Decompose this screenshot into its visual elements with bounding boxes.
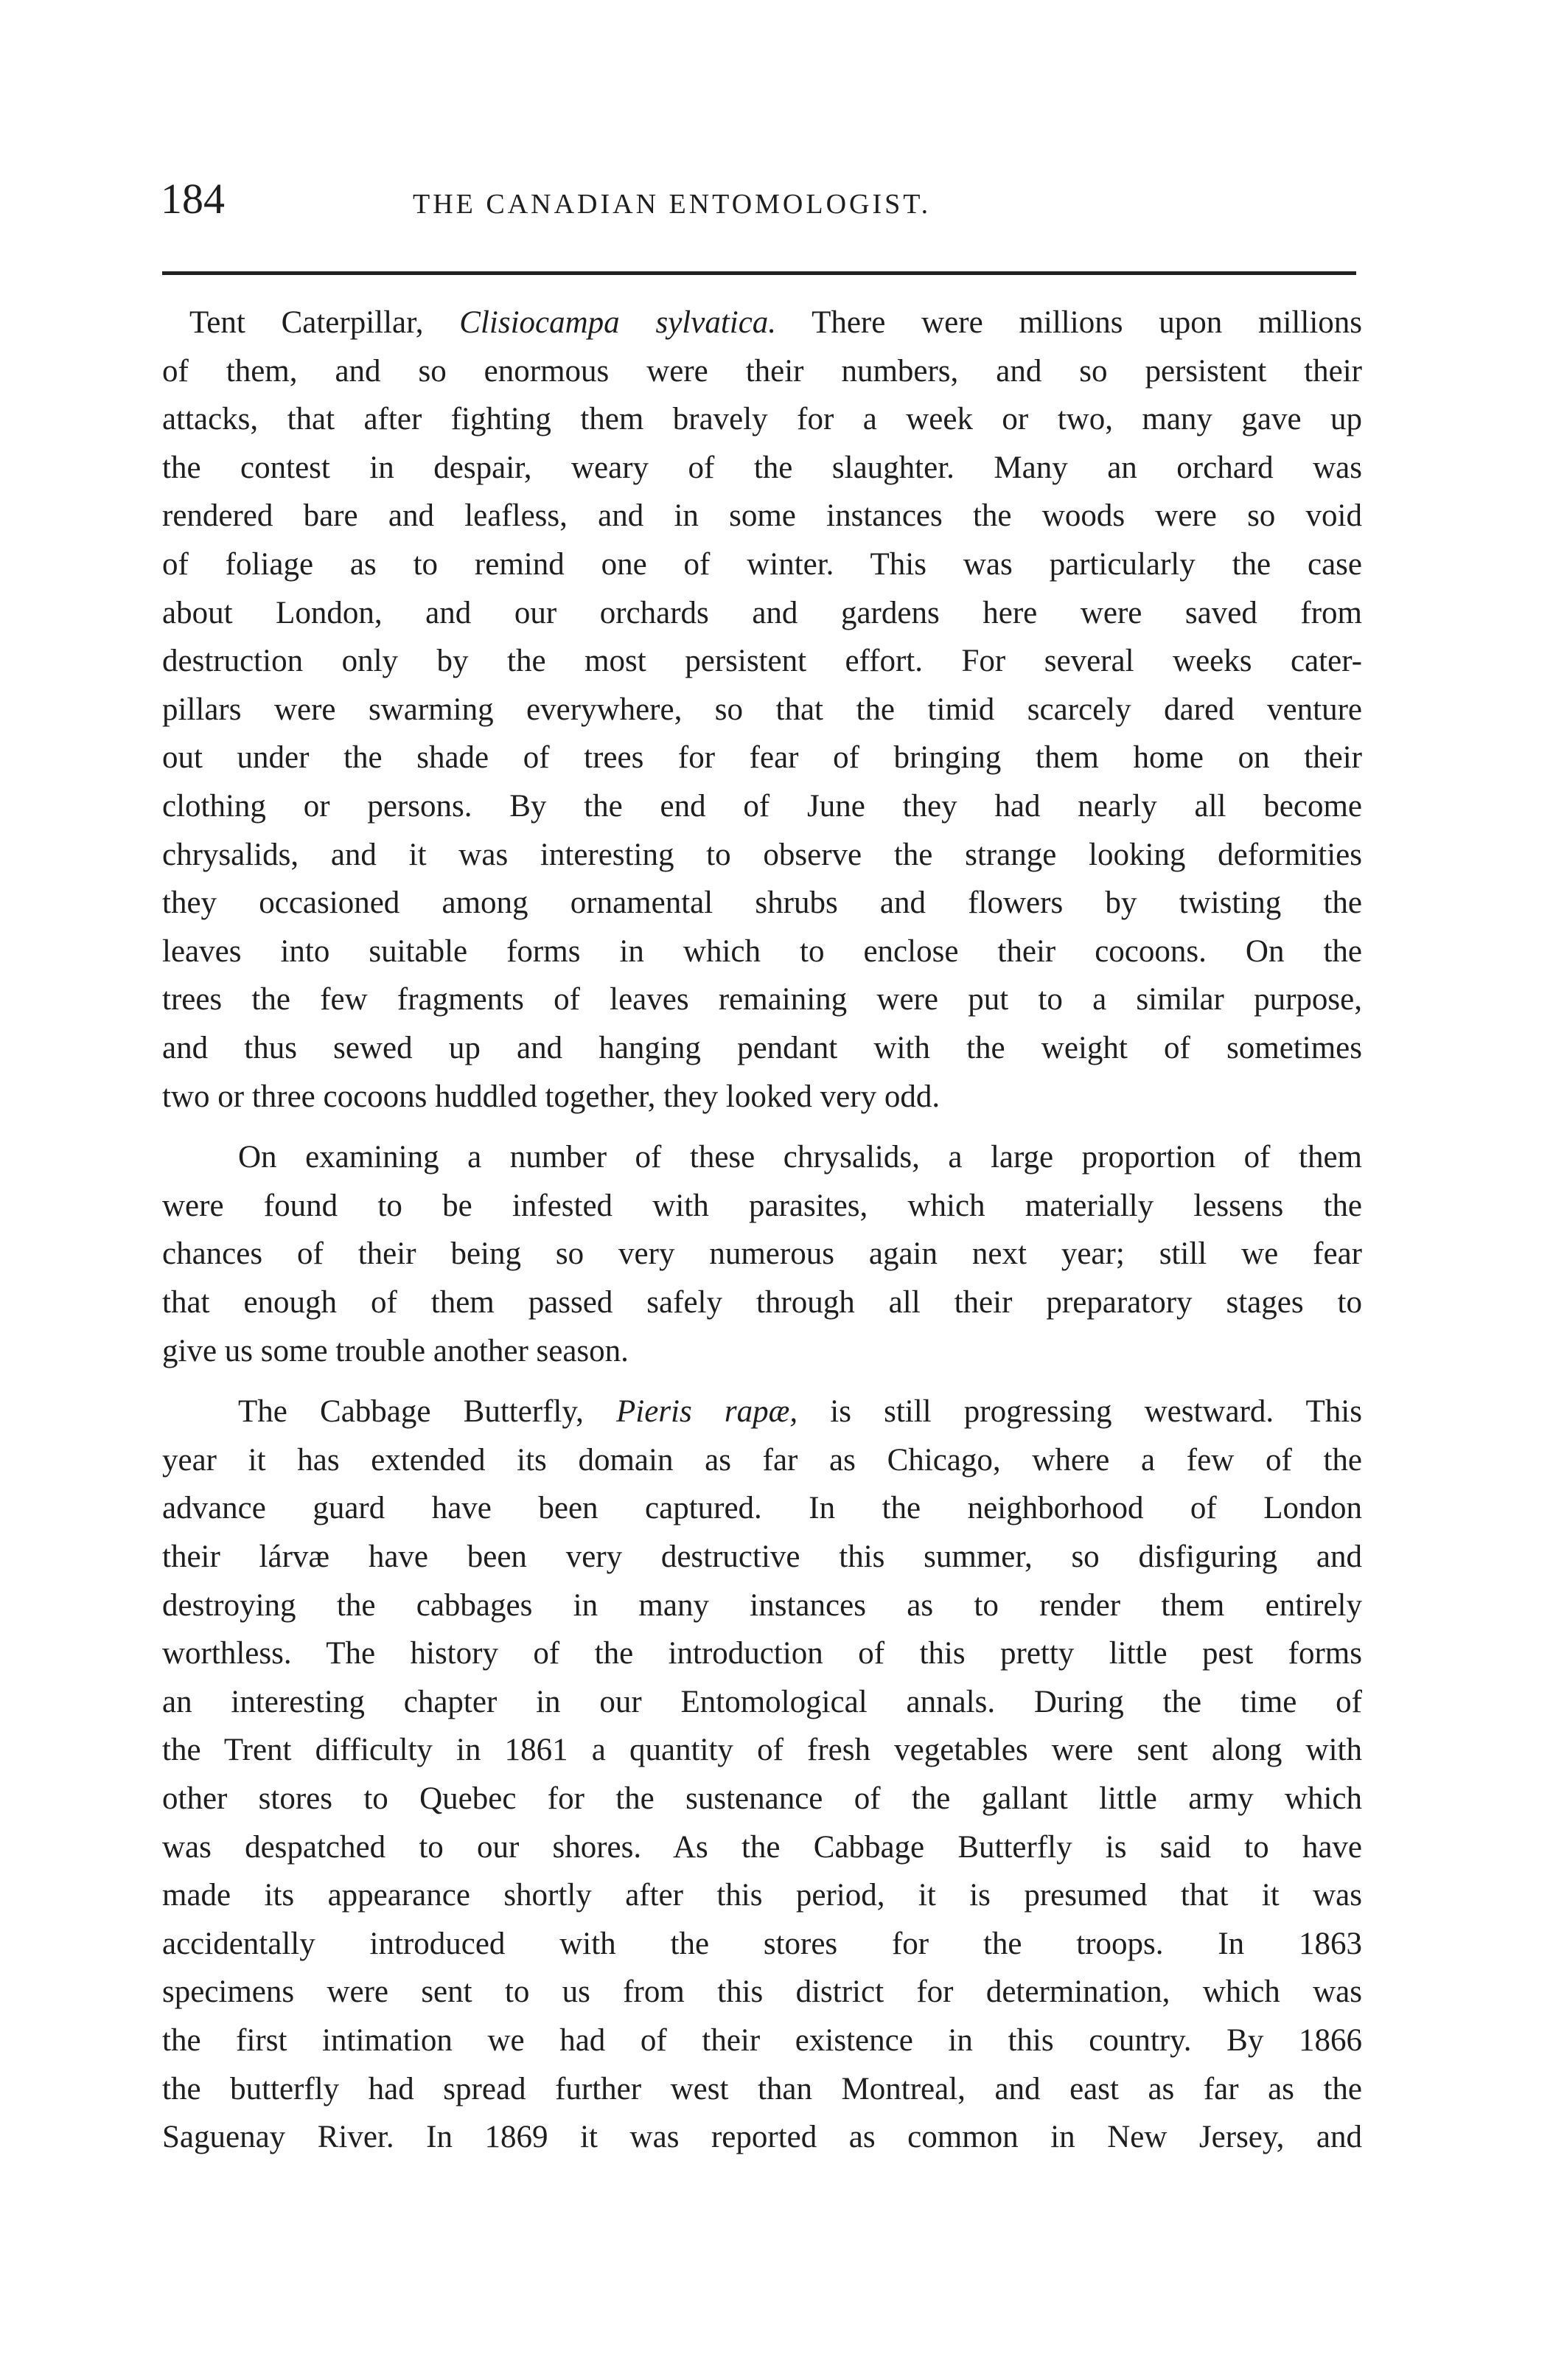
text-segment: the Trent difficulty in 1861 a quantity of fresh vegetables were sent along with [162,1733,1362,1768]
text-line [162,831,1362,880]
text-line [162,1073,1362,1121]
text-segment: about London, and our orchards and gardens here were saved from [162,595,1362,630]
text-segment: the first intimation we had of their existence in this country. By 1866 [162,2023,1362,2058]
text-segment: made its appearance shortly after this period, it is presumed that it was [162,1878,1362,1913]
text-line [162,1678,1362,1727]
text-line [162,686,1362,734]
text-segment: On examining a number of these chrysalids, a large proportion of them [238,1140,1362,1175]
text-segment: the contest in despair, weary of the slaughter. Many an orchard was [162,450,1362,485]
text-line [162,395,1362,444]
text-line [162,879,1362,928]
text-line [162,589,1362,638]
text-segment: Saguenay River. In 1869 it was reported as common in New Jersey, and [162,2120,1362,2155]
text-line [162,1484,1362,1533]
text-segment: attacks, that after fighting them bravely for a week or two, many gave up [162,402,1362,437]
text-segment: accidentally introduced with the stores for the troops. In 1863 [162,1926,1362,1961]
text-segment: worthless. The history of the introduction of this pretty little pest forms [162,1636,1362,1671]
text-segment: they occasioned among ornamental shrubs and flowers by twisting the [162,885,1362,921]
text-line [162,1968,1362,2017]
text-line [162,492,1362,540]
text-segment: The Cabbage Butterfly, [238,1394,617,1430]
text-line [162,540,1362,589]
running-title: THE CANADIAN ENTOMOLOGIST. [413,189,932,220]
text-line [238,1388,1362,1436]
text-line [162,347,1362,396]
text-segment: of foliage as to remind one of winter. This was particularly the case [162,547,1362,582]
text-line [162,928,1362,976]
text-line [162,734,1362,782]
text-segment: of them, and so enormous were their numbers, and so persistent their [162,353,1362,389]
text-line [162,2113,1362,2162]
header-rule [162,271,1356,275]
text-segment: year it has extended its domain as far as Chicago, where a few of the [162,1442,1362,1478]
text-line [162,1920,1362,1969]
text-line [162,2017,1362,2065]
text-segment: two or three cocoons huddled together, they looked very odd. [162,1079,940,1114]
text-segment: destroying the cabbages in many instances as to render them entirely [162,1587,1362,1623]
text-line [162,782,1362,831]
text-segment: pillars were swarming everywhere, so that the timid scarcely dared venture [162,692,1362,727]
text-segment: clothing or persons. By the end of June they had nearly all become [162,789,1362,824]
text-line [162,444,1362,493]
text-line [162,1230,1362,1278]
text-segment: destruction only by the most persistent effort. For several weeks cater- [162,644,1362,679]
text-segment: advance guard have been captured. In the neighborhood of London [162,1491,1362,1526]
text-line [162,1327,1362,1376]
text-line [162,1024,1362,1073]
text-segment: specimens were sent to us from this district for determination, which was [162,1974,1362,2010]
text-line [162,1871,1362,1920]
text-segment: chrysalids, and it was interesting to observe the strange looking deformities [162,837,1362,872]
text-line [162,1582,1362,1630]
text-line [162,1533,1362,1582]
text-line [162,1726,1362,1775]
text-segment: chances of their being so very numerous again next year; still we fear [162,1236,1362,1272]
text-segment: out under the shade of trees for fear of bringing them home on their [162,740,1362,776]
text-segment: rendered bare and leafless, and in some instances the woods were so void [162,498,1362,534]
text-segment: an interesting chapter in our Entomological annals. During the time of [162,1684,1362,1719]
text-line [162,1823,1362,1872]
text-segment: Tent Caterpillar, [189,305,460,340]
text-segment: was despatched to our shores. As the Cabbage Butterfly is said to have [162,1829,1362,1865]
text-line [162,1436,1362,1485]
text-line [162,1278,1362,1327]
text-segment: There were millions upon millions [776,305,1362,340]
text-segment: and thus sewed up and hanging pendant with the weight of sometimes [162,1031,1362,1065]
text-line [189,299,1362,347]
text-line [162,1629,1362,1678]
text-segment: leaves into suitable forms in which to enclose their cocoons. On the [162,933,1362,969]
text-line [162,1182,1362,1231]
text-segment: were found to be infested with parasites, which materially lessens the [162,1188,1362,1223]
text-segment: give us some trouble another season. [162,1333,629,1368]
italic-species-name: Pieris rapæ, [616,1394,798,1430]
text-segment: trees the few fragments of leaves remaining were put to a similar purpose, [162,982,1362,1017]
text-line [238,1133,1362,1182]
text-segment: their lárvæ have been very destructive this summer, so disfiguring and [162,1539,1362,1574]
text-line [162,975,1362,1024]
text-segment: the butterfly had spread further west than Montreal, and east as far as the [162,2071,1362,2106]
italic-species-name: Clisiocampa sylvatica. [459,305,777,340]
text-segment: is still progressing westward. This [798,1394,1362,1430]
page-number: 184 [161,175,225,223]
text-segment: that enough of them passed safely through all their preparatory stages to [162,1285,1362,1320]
text-line [162,1775,1362,1823]
text-segment: other stores to Quebec for the sustenance of the gallant little army which [162,1781,1362,1816]
text-line [162,637,1362,686]
text-line [162,2065,1362,2114]
